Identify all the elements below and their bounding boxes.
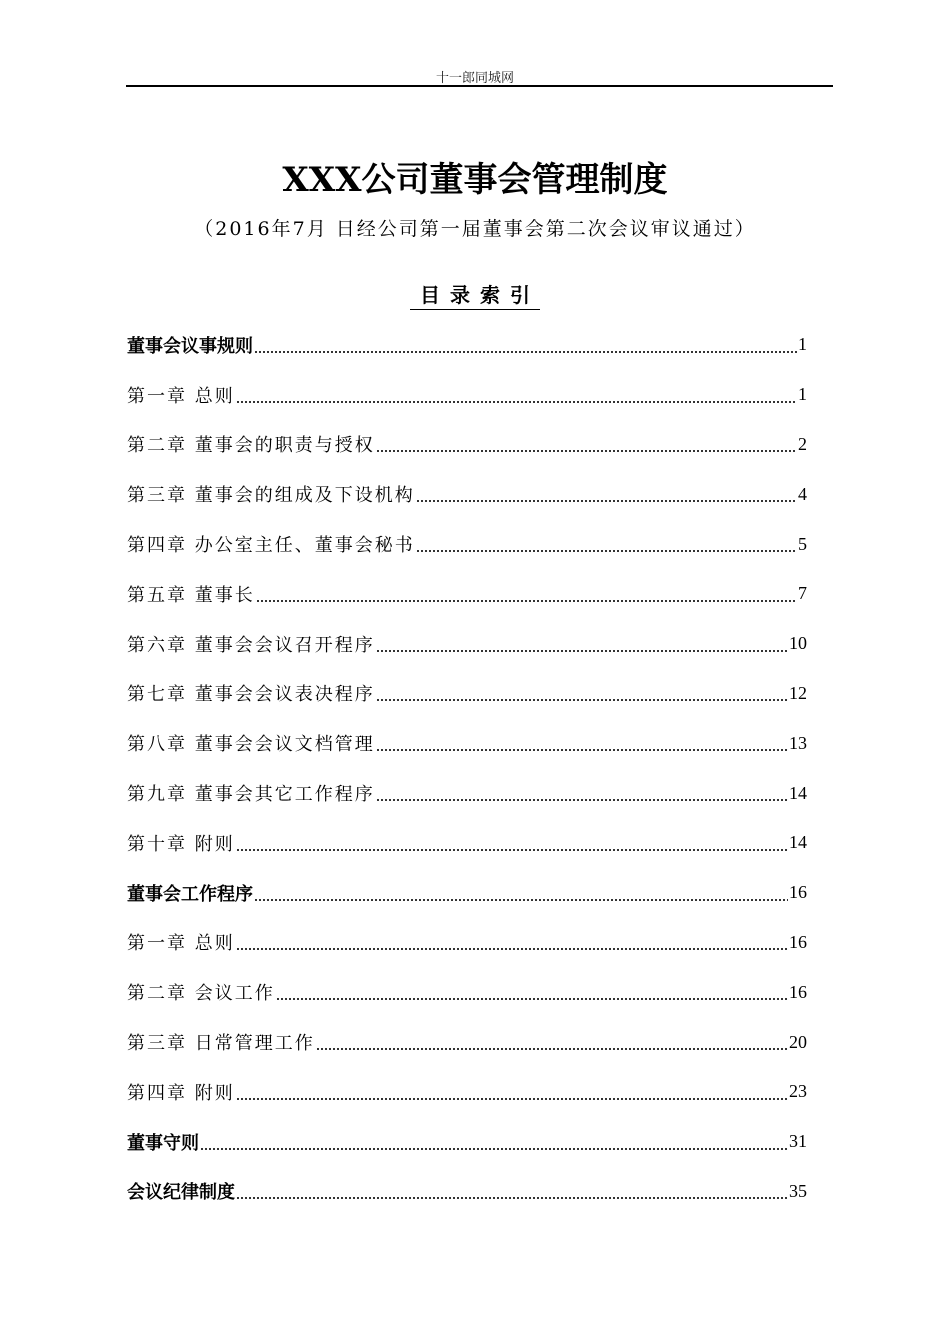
toc-dot-leader	[200, 1132, 788, 1152]
toc-chapter-entry[interactable]	[127, 519, 807, 569]
toc-page-number: 12	[789, 682, 807, 703]
toc-chapter-entry[interactable]	[127, 669, 807, 719]
toc-dot-leader	[254, 335, 797, 355]
toc-chapter-entry[interactable]	[127, 718, 807, 768]
toc-section-entry[interactable]	[127, 868, 807, 918]
toc-entry-label: 董事守则	[127, 1132, 199, 1154]
toc-page-number: 1	[798, 334, 807, 355]
toc-dot-leader	[376, 733, 788, 753]
header-divider	[126, 85, 833, 87]
toc-page-number: 23	[789, 1081, 807, 1102]
toc-chapter-entry[interactable]	[127, 1017, 807, 1067]
toc-chapter-entry[interactable]	[127, 1067, 807, 1117]
toc-dot-leader	[236, 1082, 788, 1102]
toc-dot-leader	[256, 584, 797, 604]
table-of-contents	[127, 320, 807, 1216]
toc-entry-label: 第九章 董事会其它工作程序	[127, 784, 375, 806]
toc-entry-label: 第三章 日常管理工作	[127, 1033, 315, 1055]
toc-chapter-entry[interactable]	[127, 967, 807, 1017]
toc-entry-label: 第四章 办公室主任、董事会秘书	[127, 535, 415, 557]
toc-chapter-entry[interactable]	[127, 818, 807, 868]
toc-entry-label: 董事会议事规则	[127, 335, 253, 357]
toc-page-number: 14	[789, 832, 807, 853]
toc-entry-label: 会议纪律制度	[127, 1182, 235, 1204]
toc-chapter-entry[interactable]	[127, 370, 807, 420]
toc-entry-label: 第四章 附则	[127, 1082, 235, 1104]
toc-page-number: 20	[789, 1031, 807, 1052]
toc-dot-leader	[316, 1032, 788, 1052]
toc-dot-leader	[376, 434, 797, 454]
toc-page-number: 5	[798, 533, 807, 554]
toc-entry-label: 第五章 董事长	[127, 584, 255, 606]
toc-page-number: 4	[798, 483, 807, 504]
toc-page-number: 16	[789, 931, 807, 952]
toc-page-number: 13	[789, 732, 807, 753]
header-text: 十一郎同城网	[435, 71, 514, 86]
toc-dot-leader	[236, 932, 788, 952]
toc-page-number: 7	[798, 583, 807, 604]
toc-entry-label: 第二章 会议工作	[127, 983, 275, 1005]
toc-chapter-entry[interactable]	[127, 469, 807, 519]
toc-dot-leader	[376, 634, 788, 654]
toc-dot-leader	[376, 683, 788, 703]
toc-entry-label: 第一章 总则	[127, 385, 235, 407]
toc-section-entry[interactable]	[127, 1167, 807, 1217]
toc-entry-label: 第七章 董事会会议表决程序	[127, 684, 375, 706]
document-subtitle: （2016年7月 日经公司第一届董事会第二次会议审议通过）	[194, 218, 756, 240]
toc-dot-leader	[236, 385, 797, 405]
toc-heading-text: 目录索引	[410, 279, 540, 310]
toc-chapter-entry[interactable]	[127, 420, 807, 470]
toc-dot-leader	[416, 484, 797, 504]
toc-entry-label: 第十章 附则	[127, 833, 235, 855]
toc-dot-leader	[254, 883, 788, 903]
toc-dot-leader	[236, 1181, 788, 1201]
toc-page-number: 1	[798, 384, 807, 405]
toc-dot-leader	[416, 534, 797, 554]
toc-chapter-entry[interactable]	[127, 569, 807, 619]
toc-page-number: 31	[789, 1131, 807, 1152]
toc-chapter-entry[interactable]	[127, 768, 807, 818]
toc-page-number: 10	[789, 633, 807, 654]
toc-page-number: 2	[798, 433, 807, 454]
toc-entry-label: 第三章 董事会的组成及下设机构	[127, 485, 415, 507]
toc-page-number: 14	[789, 782, 807, 803]
toc-dot-leader	[376, 783, 788, 803]
toc-chapter-entry[interactable]	[127, 918, 807, 968]
toc-dot-leader	[236, 833, 788, 853]
toc-entry-label: 第二章 董事会的职责与授权	[127, 435, 375, 457]
toc-chapter-entry[interactable]	[127, 619, 807, 669]
document-title: XXX公司董事会管理制度	[282, 160, 668, 200]
toc-section-entry[interactable]	[127, 320, 807, 370]
toc-entry-label: 董事会工作程序	[127, 883, 253, 905]
toc-heading	[0, 279, 950, 310]
toc-page-number: 16	[789, 882, 807, 903]
toc-page-number: 16	[789, 981, 807, 1002]
toc-entry-label: 第一章 总则	[127, 933, 235, 955]
toc-page-number: 35	[789, 1180, 807, 1201]
toc-entry-label: 第六章 董事会会议召开程序	[127, 634, 375, 656]
toc-section-entry[interactable]	[127, 1117, 807, 1167]
toc-dot-leader	[276, 982, 788, 1002]
toc-entry-label: 第八章 董事会会议文档管理	[127, 734, 375, 756]
